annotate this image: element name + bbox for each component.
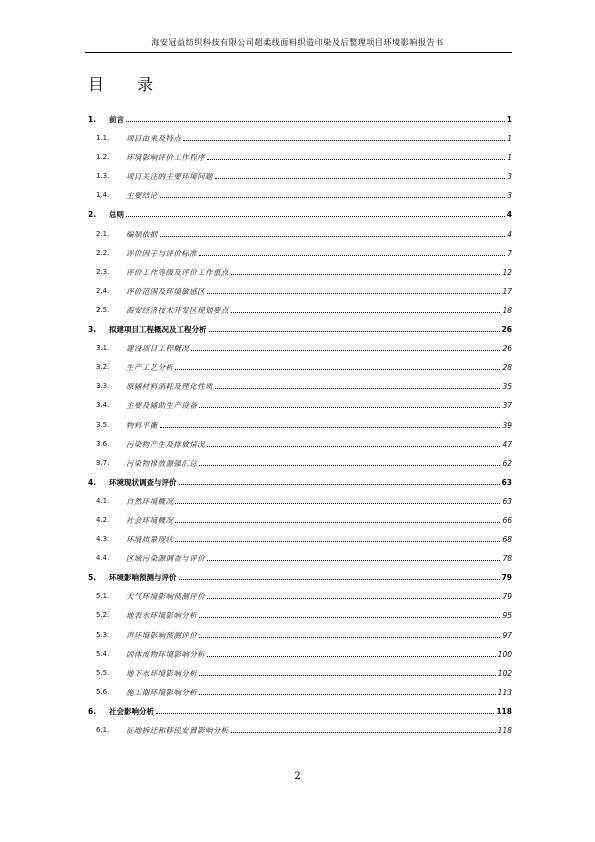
toc-entry-number: 6.1. bbox=[96, 726, 110, 734]
toc-chapter-entry[interactable] bbox=[88, 567, 512, 582]
toc-entry-title: 评价工作等级及评价工作重点 bbox=[126, 267, 229, 277]
toc-entry-number: 4.2. bbox=[96, 515, 110, 524]
dot-leader bbox=[160, 236, 506, 237]
toc-entry-title: 社会环境概况 bbox=[126, 515, 174, 525]
toc-entry-number: 2.1. bbox=[96, 229, 110, 238]
toc-entry-number: 4. bbox=[88, 477, 97, 487]
toc-section-entry[interactable] bbox=[88, 128, 512, 143]
dot-leader bbox=[175, 369, 500, 370]
dot-leader bbox=[231, 274, 501, 275]
toc-section-entry[interactable] bbox=[88, 548, 512, 563]
table-of-contents bbox=[88, 105, 512, 739]
dot-leader bbox=[199, 617, 500, 618]
toc-section-entry[interactable] bbox=[88, 166, 512, 181]
toc-entry-number: 5.1. bbox=[96, 592, 110, 601]
dot-leader bbox=[207, 159, 505, 160]
toc-entry-page: 12 bbox=[502, 267, 512, 277]
toc-entry-number: 2.5. bbox=[96, 305, 110, 314]
toc-section-entry[interactable] bbox=[88, 682, 512, 697]
toc-entry-number: 5.2. bbox=[96, 611, 110, 620]
toc-entry-number: 3.5. bbox=[96, 420, 110, 429]
toc-entry-page: 1 bbox=[506, 115, 512, 124]
toc-section-entry[interactable] bbox=[88, 529, 512, 544]
toc-entry-number: 1.3. bbox=[96, 172, 110, 181]
toc-entry-number: 1.1. bbox=[96, 134, 110, 143]
toc-entry-title: 项目关注的主要环境问题 bbox=[126, 172, 213, 182]
toc-entry-number: 6. bbox=[88, 706, 97, 716]
toc-section-entry[interactable] bbox=[88, 357, 512, 372]
toc-entry-number: 2.4. bbox=[96, 286, 110, 295]
page-number: 2 bbox=[294, 771, 301, 782]
toc-chapter-entry[interactable] bbox=[88, 701, 512, 716]
toc-section-entry[interactable] bbox=[88, 243, 512, 258]
toc-entry-number: 1. bbox=[88, 115, 97, 124]
toc-entry-page: 4 bbox=[507, 229, 512, 239]
toc-section-entry[interactable] bbox=[88, 262, 512, 277]
toc-entry-number: 5.3. bbox=[96, 630, 110, 639]
toc-section-entry[interactable] bbox=[88, 663, 512, 678]
toc-entry-title: 海安经济技术开发区规划要点 bbox=[126, 305, 229, 315]
toc-entry-title: 污染物产生及排放情况 bbox=[126, 439, 205, 449]
dot-leader bbox=[199, 255, 505, 256]
toc-entry-page: 62 bbox=[502, 458, 512, 468]
toc-entry-title: 项目由来及特点 bbox=[126, 134, 182, 144]
toc-section-entry[interactable] bbox=[88, 185, 512, 200]
toc-entry-title: 主要结论 bbox=[126, 191, 158, 201]
toc-entry-number: 3.2. bbox=[96, 363, 110, 372]
toc-entry-page: 3 bbox=[507, 172, 512, 182]
toc-entry-number: 5.4. bbox=[96, 649, 110, 658]
toc-entry-title: 施工期环境影响分析 bbox=[126, 687, 198, 697]
toc-entry-page: 37 bbox=[502, 401, 512, 411]
dot-leader bbox=[191, 350, 500, 351]
dot-leader bbox=[160, 197, 506, 198]
toc-entry-number: 3. bbox=[88, 325, 97, 335]
toc-section-entry[interactable] bbox=[88, 224, 512, 239]
dot-leader bbox=[207, 656, 496, 657]
dot-leader bbox=[126, 216, 505, 217]
toc-entry-title: 评价因子与评价标准 bbox=[126, 248, 198, 258]
dot-leader bbox=[175, 541, 500, 542]
toc-entry-page: 66 bbox=[502, 515, 512, 525]
dot-leader bbox=[199, 637, 500, 638]
toc-section-entry[interactable] bbox=[88, 720, 512, 735]
toc-entry-title: 社会影响分析 bbox=[109, 706, 154, 716]
toc-entry-number: 4.1. bbox=[96, 496, 110, 505]
toc-entry-title: 固体废物环境影响分析 bbox=[126, 649, 205, 659]
toc-entry-page: 4 bbox=[506, 210, 512, 220]
toc-entry-title: 评价范围及环境敏感区 bbox=[126, 286, 205, 296]
dot-leader bbox=[199, 675, 496, 676]
dot-leader bbox=[207, 446, 500, 447]
toc-entry-number: 1.2. bbox=[96, 153, 110, 162]
toc-entry-page: 118 bbox=[496, 706, 512, 716]
toc-section-entry[interactable] bbox=[88, 147, 512, 162]
toc-entry-page: 63 bbox=[502, 496, 512, 506]
toc-entry-number: 5.5. bbox=[96, 668, 110, 677]
toc-entry-title: 原辅材料消耗及理化性质 bbox=[126, 382, 213, 392]
dot-leader bbox=[156, 713, 494, 714]
toc-entry-title: 环境影响预测与评价 bbox=[109, 573, 177, 583]
toc-entry-page: 68 bbox=[502, 535, 512, 545]
toc-entry-page: 17 bbox=[502, 286, 512, 296]
toc-entry-title: 环境影响评价工作程序 bbox=[126, 153, 205, 163]
toc-section-entry[interactable] bbox=[88, 281, 512, 296]
dot-leader bbox=[199, 694, 496, 695]
toc-section-entry[interactable] bbox=[88, 395, 512, 410]
toc-entry-page: 39 bbox=[502, 420, 512, 430]
toc-entry-title: 征地拆迁和移民安置影响分析 bbox=[126, 726, 229, 735]
toc-entry-number: 3.1. bbox=[96, 344, 110, 353]
toc-entry-number: 4.3. bbox=[96, 535, 110, 544]
toc-section-entry[interactable] bbox=[88, 625, 512, 640]
toc-entry-page: 35 bbox=[502, 382, 512, 392]
toc-entry-title: 自然环境概况 bbox=[126, 496, 174, 506]
toc-entry-page: 1 bbox=[507, 134, 512, 144]
toc-entry-title: 编制依据 bbox=[126, 229, 158, 239]
toc-section-entry[interactable] bbox=[88, 338, 512, 353]
toc-entry-page: 63 bbox=[501, 477, 512, 487]
toc-section-entry[interactable] bbox=[88, 376, 512, 391]
toc-chapter-entry[interactable] bbox=[88, 204, 512, 219]
toc-entry-number: 5.6. bbox=[96, 687, 110, 696]
toc-entry-page: 79 bbox=[501, 573, 512, 583]
toc-section-entry[interactable] bbox=[88, 453, 512, 468]
toc-entry-page: 26 bbox=[501, 325, 512, 335]
toc-section-entry[interactable] bbox=[88, 586, 512, 601]
dot-leader bbox=[231, 732, 496, 733]
toc-entry-page: 97 bbox=[502, 630, 512, 640]
dot-leader bbox=[207, 560, 500, 561]
toc-entry-page: 100 bbox=[497, 649, 512, 659]
dot-leader bbox=[209, 331, 500, 332]
toc-entry-number: 1.4. bbox=[96, 191, 110, 200]
toc-entry-number: 2.2. bbox=[96, 248, 110, 257]
dot-leader bbox=[175, 503, 500, 504]
dot-leader bbox=[126, 121, 505, 122]
dot-leader bbox=[215, 388, 501, 389]
toc-entry-number: 3.4. bbox=[96, 401, 110, 410]
running-header: 海安冠益纺织科技有限公司超柔线面料织造印染及后整理项目环境影响报告书 bbox=[151, 38, 444, 47]
toc-entry-title: 总则 bbox=[109, 210, 124, 220]
dot-leader bbox=[207, 598, 500, 599]
toc-entry-title: 声环境影响预测评价 bbox=[126, 630, 198, 640]
toc-entry-title: 环境现状调查与评价 bbox=[109, 477, 177, 487]
toc-entry-page: 113 bbox=[497, 687, 512, 697]
toc-entry-number: 3.3. bbox=[96, 382, 110, 391]
header-rule bbox=[85, 52, 512, 53]
toc-entry-title: 区域污染源调查与评价 bbox=[126, 554, 205, 564]
toc-entry-number: 3.7. bbox=[96, 458, 110, 467]
toc-entry-title: 主要及辅助生产设备 bbox=[126, 401, 198, 411]
toc-section-entry[interactable] bbox=[88, 415, 512, 430]
dot-leader bbox=[207, 293, 500, 294]
dot-leader bbox=[179, 579, 500, 580]
toc-entry-page: 3 bbox=[507, 191, 512, 201]
toc-section-entry[interactable] bbox=[88, 510, 512, 525]
toc-chapter-entry[interactable] bbox=[88, 109, 512, 124]
toc-section-entry[interactable] bbox=[88, 644, 512, 659]
toc-entry-page: 47 bbox=[502, 439, 512, 449]
dot-leader bbox=[215, 178, 505, 179]
toc-entry-page: 7 bbox=[507, 248, 512, 258]
toc-entry-page: 18 bbox=[502, 305, 512, 315]
toc-entry-page: 118 bbox=[497, 726, 512, 735]
toc-entry-title: 生产工艺分析 bbox=[126, 363, 174, 373]
dot-leader bbox=[231, 312, 501, 313]
toc-entry-title: 拟建项目工程概况及工程分析 bbox=[109, 325, 207, 335]
toc-entry-title: 建设项目工程概况 bbox=[126, 344, 190, 354]
toc-entry-title: 环境质量现状 bbox=[126, 535, 174, 545]
toc-entry-title: 污染物排放源强汇总 bbox=[126, 458, 198, 468]
toc-entry-page: 28 bbox=[502, 363, 512, 373]
toc-entry-page: 26 bbox=[502, 344, 512, 354]
toc-entry-title: 地下水环境影响分析 bbox=[126, 668, 198, 678]
toc-entry-page: 95 bbox=[502, 611, 512, 621]
dot-leader bbox=[179, 484, 500, 485]
toc-entry-page: 102 bbox=[497, 668, 512, 678]
toc-section-entry[interactable] bbox=[88, 300, 512, 315]
toc-entry-number: 3.6. bbox=[96, 439, 110, 448]
toc-section-entry[interactable] bbox=[88, 434, 512, 449]
dot-leader bbox=[183, 140, 505, 141]
toc-title: 目 录 bbox=[88, 75, 168, 94]
toc-entry-page: 78 bbox=[502, 554, 512, 564]
toc-entry-title: 地表水环境影响分析 bbox=[126, 611, 198, 621]
toc-chapter-entry[interactable] bbox=[88, 472, 512, 487]
dot-leader bbox=[199, 407, 500, 408]
dot-leader bbox=[199, 465, 500, 466]
dot-leader bbox=[175, 522, 500, 523]
toc-entry-number: 2.3. bbox=[96, 267, 110, 276]
toc-entry-title: 物料平衡 bbox=[126, 420, 158, 430]
dot-leader bbox=[160, 427, 501, 428]
toc-entry-number: 4.4. bbox=[96, 554, 110, 563]
toc-entry-title: 大气环境影响预测评价 bbox=[126, 592, 205, 602]
toc-entry-number: 2. bbox=[88, 210, 97, 220]
toc-section-entry[interactable] bbox=[88, 605, 512, 620]
toc-chapter-entry[interactable] bbox=[88, 319, 512, 334]
toc-entry-page: 79 bbox=[502, 592, 512, 602]
toc-entry-page: 1 bbox=[507, 153, 512, 163]
toc-entry-title: 前言 bbox=[109, 115, 124, 124]
toc-entry-number: 5. bbox=[88, 573, 97, 583]
toc-section-entry[interactable] bbox=[88, 491, 512, 506]
